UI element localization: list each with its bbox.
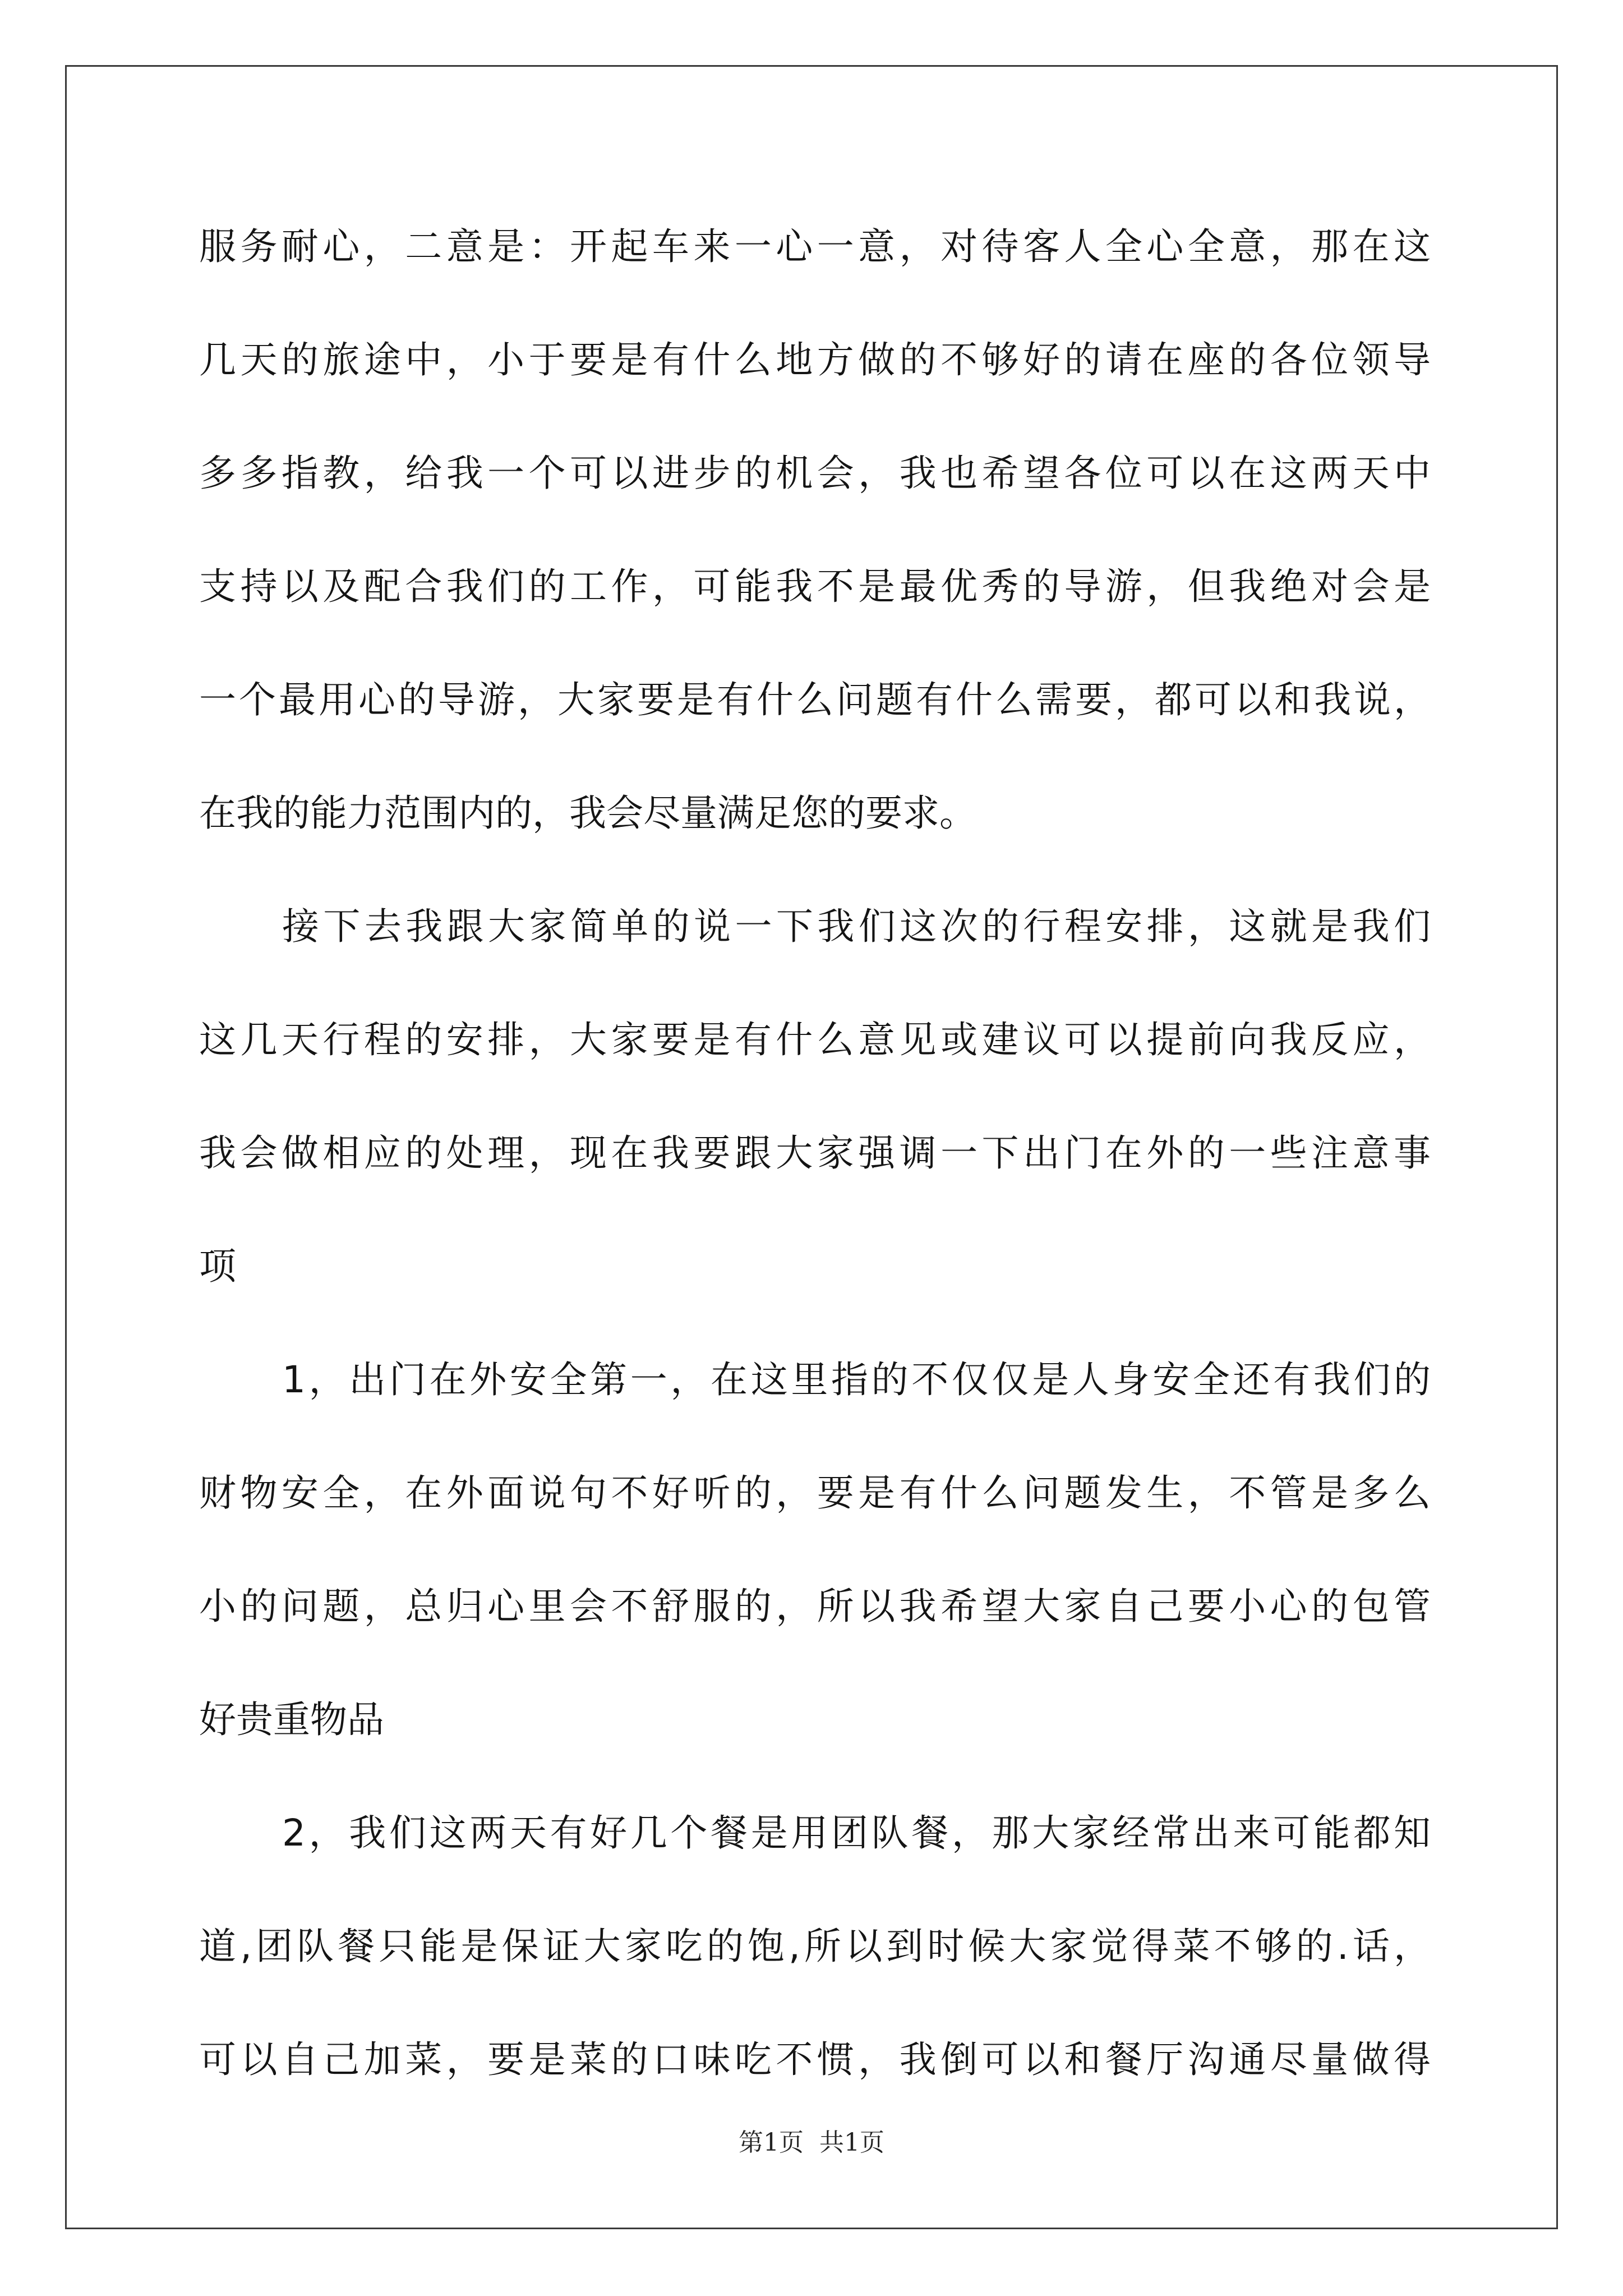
paragraph-first-line: 接下去我跟大家简单的说一下我们这次的行程安排，这就是我们 — [282, 905, 1431, 948]
paragraph-first-line: 2，我们这两天有好几个餐是用团队餐，那大家经常出来可能都知 — [282, 1811, 1431, 1855]
text-line: 在我的能力范围内的，我会尽量满足您的要求。 — [199, 792, 976, 835]
text-line: 服务耐心，二意是：开起车来一心一意，对待客人全心全意，那在这 — [199, 225, 1431, 268]
text-line: 项 — [199, 1245, 236, 1288]
text-line: 道,团队餐只能是保证大家吃的饱,所以到时候大家觉得菜不够的.话， — [199, 1925, 1431, 1968]
text-line: 支持以及配合我们的工作，可能我不是最优秀的导游，但我绝对会是 — [199, 565, 1431, 608]
text-line: 可以自己加菜，要是菜的口味吃不惯，我倒可以和餐厅沟通尽量做得 — [199, 2038, 1431, 2081]
text-line: 几天的旅途中，小于要是有什么地方做的不够好的请在座的各位领导 — [199, 338, 1431, 381]
text-line: 多多指教，给我一个可以进步的机会，我也希望各位可以在这两天中 — [199, 452, 1431, 495]
paragraph-first-line: 1，出门在外安全第一，在这里指的不仅仅是人身安全还有我们的 — [282, 1358, 1431, 1401]
text-line: 财物安全，在外面说句不好听的，要是有什么问题发生，不管是多么 — [199, 1471, 1431, 1515]
text-line: 小的问题，总归心里会不舒服的，所以我希望大家自己要小心的包管 — [199, 1585, 1431, 1628]
text-line: 好贵重物品 — [199, 1698, 384, 1741]
text-line: 这几天行程的安排，大家要是有什么意见或建议可以提前向我反应， — [199, 1018, 1431, 1061]
text-line: 我会做相应的处理，现在我要跟大家强调一下出门在外的一些注意事 — [199, 1131, 1431, 1175]
text-line: 一个最用心的导游，大家要是有什么问题有什么需要，都可以和我说， — [199, 678, 1431, 721]
page-number-footer: 第1页 共1页 — [739, 2128, 884, 2157]
